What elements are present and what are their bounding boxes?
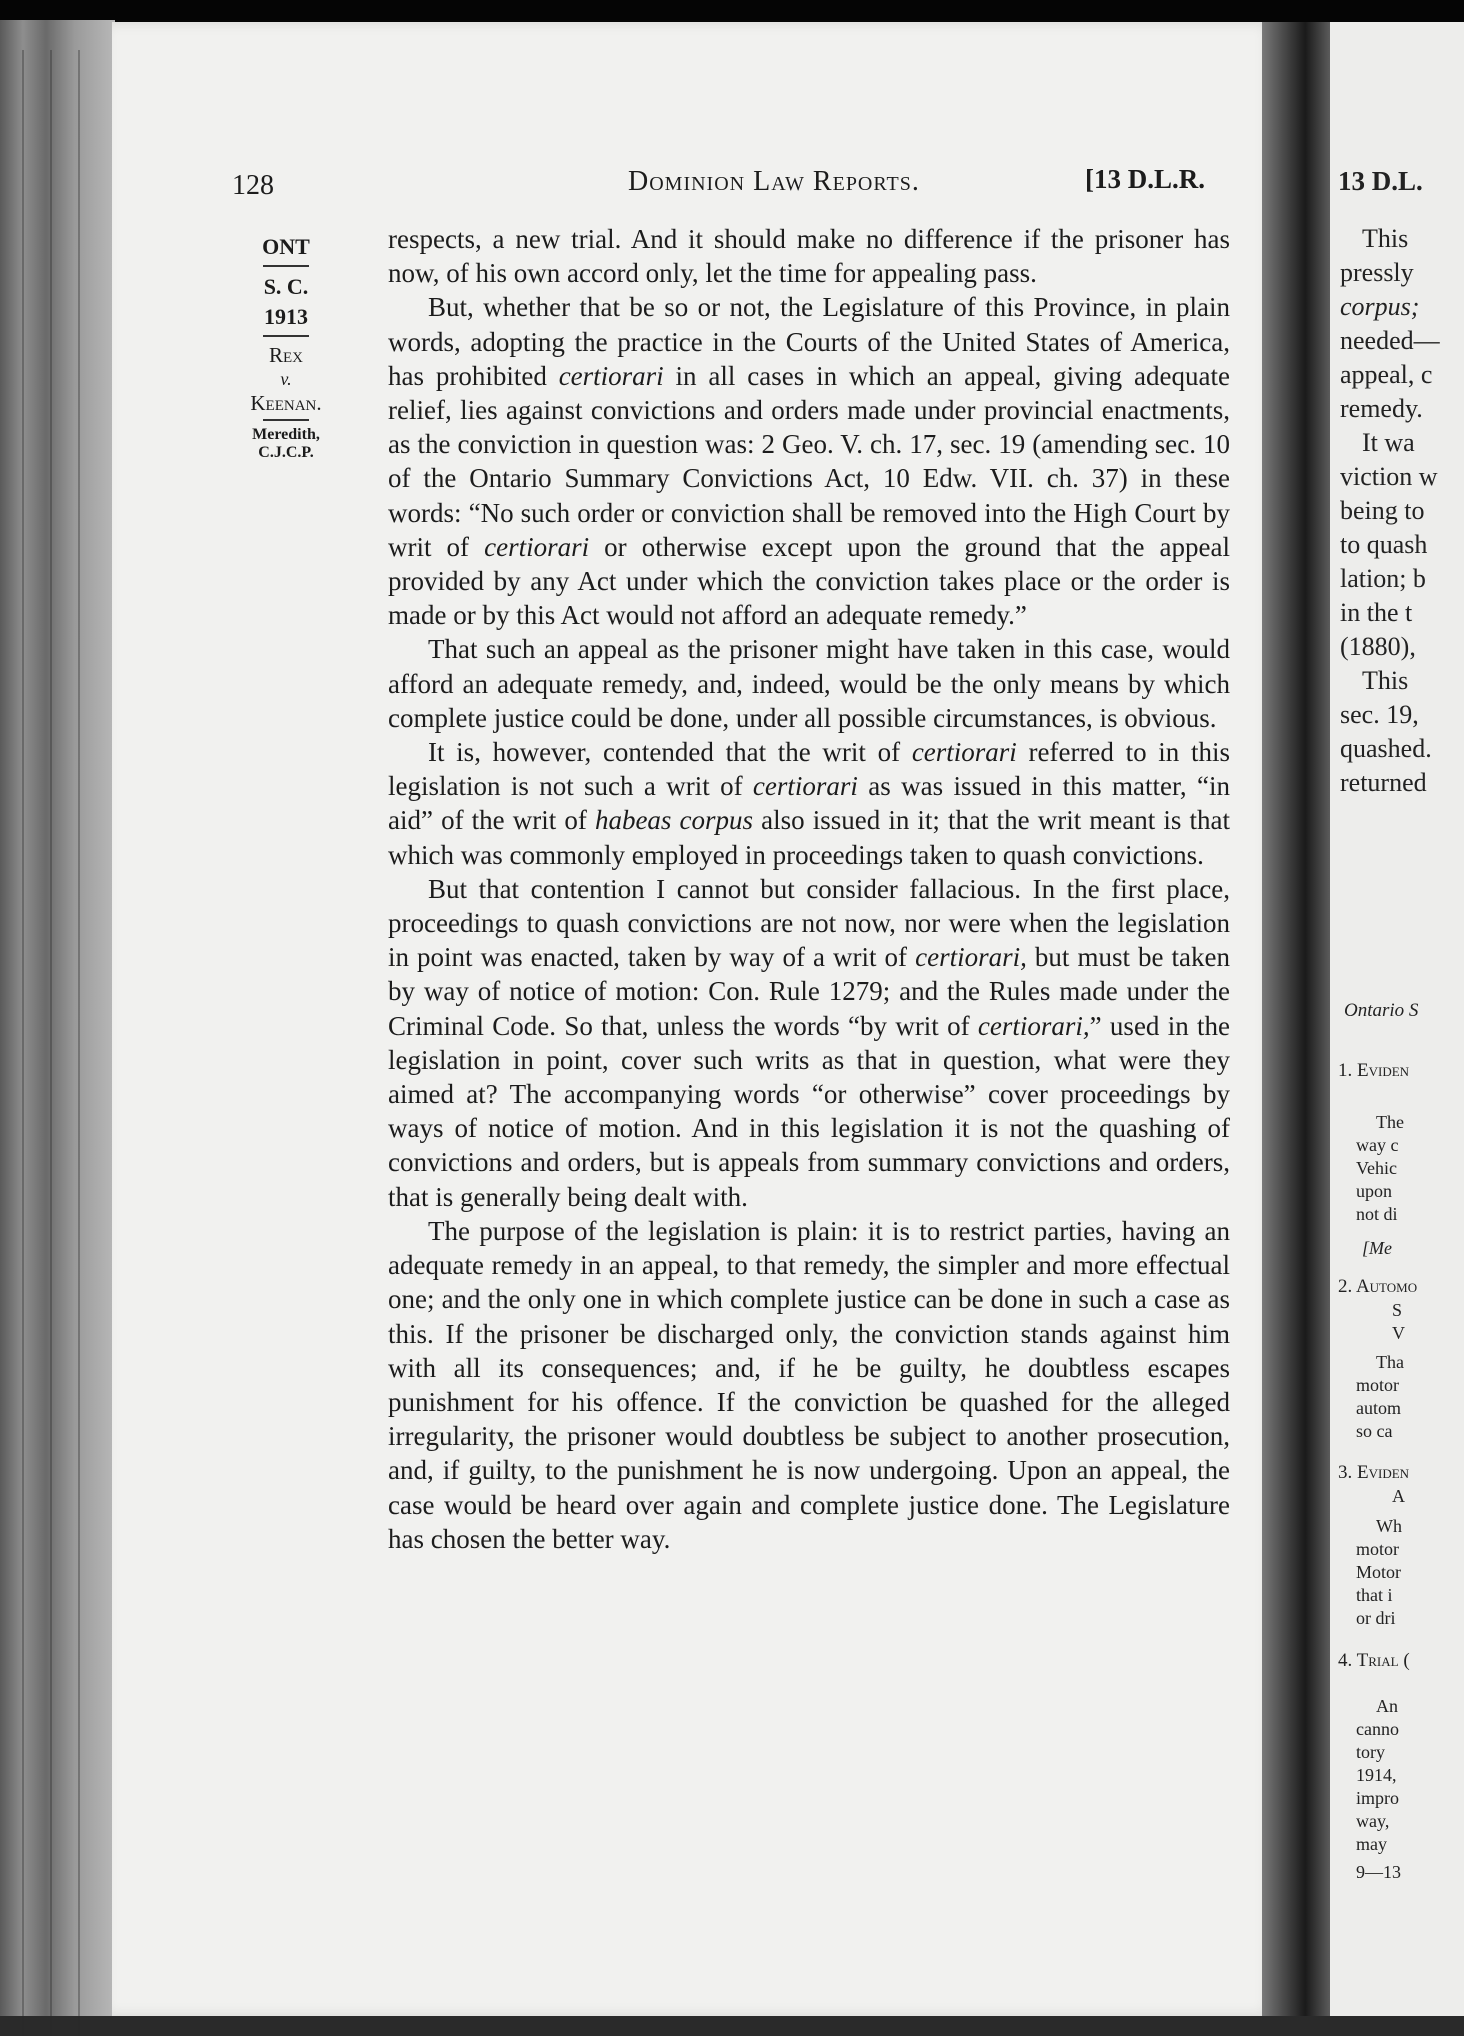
case-versus: v.: [280, 369, 292, 389]
right-line: It wa: [1362, 428, 1415, 457]
headnote-line: autom: [1356, 1398, 1401, 1418]
right-line: pressly: [1340, 258, 1414, 287]
margin-rule: [263, 265, 309, 267]
right-page-header: 13 D.L.: [1338, 166, 1423, 196]
headnote-line: impro: [1356, 1788, 1399, 1808]
right-line: (1880),: [1340, 632, 1416, 661]
paragraph: It is, however, contended that the writ of certiorari referred to in this legislation is not such a writ of certiorari as was issued in this matter, “in aid” of the writ of habeas corpus also issued in it; that the writ meant is that which was commonly employed in proceedings taken to quash convictions.: [388, 737, 1230, 870]
headnote: 1. Eviden: [1338, 1060, 1410, 1081]
headnote-line: An: [1376, 1696, 1398, 1716]
right-line: viction w: [1340, 462, 1438, 491]
headnote-line: Motor: [1356, 1562, 1401, 1582]
headnote-line: that i: [1356, 1585, 1393, 1605]
headnote-line: so ca: [1356, 1421, 1393, 1441]
right-line: lation; b: [1340, 564, 1426, 593]
headnote-line: [Me: [1362, 1238, 1392, 1258]
spine-crease: [50, 50, 52, 2036]
paragraph: That such an appeal as the prisoner might have taken in this case, would afford an adequate remedy, and, indeed, would be the only means by which complete justice could be done, under all possible circumstances, is obvious.: [388, 634, 1230, 733]
headnote-line: V: [1392, 1323, 1405, 1343]
right-section-title: Ontario S: [1344, 1000, 1419, 1021]
right-line: sec. 19,: [1340, 700, 1419, 729]
right-line: being to: [1340, 496, 1425, 525]
right-line: remedy.: [1340, 394, 1423, 423]
margin-note: [236, 232, 336, 462]
headnote-line: may: [1356, 1834, 1387, 1854]
headnote-line: A: [1392, 1486, 1405, 1506]
headnote-line: Tha: [1376, 1352, 1404, 1372]
court-abbrev: ONT: [262, 234, 310, 259]
court-division: S. C.: [263, 274, 309, 299]
signature-mark: 9—13: [1356, 1862, 1401, 1882]
volume-reference: [13 D.L.R.: [1085, 164, 1205, 194]
headnote-line: Wh: [1376, 1516, 1402, 1536]
headnote-line: or dri: [1356, 1608, 1396, 1628]
headnote-line: upon: [1356, 1181, 1392, 1201]
spine-crease: [78, 50, 80, 2036]
right-line: needed—: [1340, 326, 1440, 355]
headnote-line: 1914,: [1356, 1765, 1397, 1785]
right-line: to quash: [1340, 530, 1428, 559]
headnote-line: Vehic: [1356, 1158, 1397, 1178]
judgment-text: [388, 222, 1230, 1556]
right-page: [1330, 22, 1464, 2016]
margin-rule: [263, 419, 309, 421]
paragraph: The purpose of the legislation is plain: it is to restrict parties, having an adequate remedy in an appeal, to that remedy, the simpler and more effectual one; and the only one in which complete justice can be done in such a case as this. If the prisoner be discharged only, the conviction stands against him with all its consequences; and, if he be guilty, he doubtless escapes punishment for his offence. If the conviction be quashed for the alleged irregularity, the prisoner would doubtless be subject to another prosecution, and, if guilty, to the punishment he is now undergoing. Upon an appeal, the case would be heard over again and complete justice done. The Legislature has chosen the better way.: [388, 1215, 1230, 1554]
judge-name: Meredith,: [252, 426, 320, 443]
judge-title: C.J.C.P.: [258, 444, 314, 461]
running-title: Dominion Law Reports.: [628, 166, 920, 197]
margin-rule: [263, 335, 309, 337]
headnote-line: way c: [1356, 1135, 1399, 1155]
headnote-line: way,: [1356, 1811, 1390, 1831]
case-party-1: Rex: [268, 343, 303, 367]
case-year: 1913: [264, 304, 308, 329]
page-number: 128: [232, 170, 274, 201]
case-party-2: Keenan.: [250, 391, 322, 415]
headnote-line: canno: [1356, 1719, 1399, 1739]
book-gutter: [1262, 22, 1334, 2016]
paragraph: respects, a new trial. And it should make no difference if the prisoner has now, of his own accord only, let the time for appealing pass.: [388, 224, 1230, 289]
headnote: 4. Trial (: [1338, 1650, 1410, 1671]
headnote-line: tory: [1356, 1742, 1385, 1762]
right-line: in the t: [1340, 598, 1413, 627]
headnote-line: not di: [1356, 1204, 1398, 1224]
right-line: corpus;: [1340, 292, 1420, 321]
headnote: 2. Automo: [1338, 1276, 1418, 1297]
paragraph: But, whether that be so or not, the Legislature of this Province, in plain words, adopting the practice in the Courts of the United States of America, has prohibited certiorari in all cases in which an appeal, giving adequate relief, lies against convictions and orders made under provincial enactments, as the conviction in question was: 2 Geo. V. ch. 17, sec. 19 (amending sec. 10 of the Ontario Summary Convictions Act, 10 Edw. VII. ch. 37) in these words: “No such order or conviction shall be removed into the High Court by writ of certiorari or otherwise except upon the ground that the appeal provided by any Act under which the conviction takes place or the order is made or by this Act would not afford an adequate remedy.”: [388, 292, 1230, 631]
headnote: 3. Eviden: [1338, 1462, 1410, 1483]
headnote-line: The: [1376, 1112, 1404, 1132]
right-line: returned: [1340, 768, 1427, 797]
spine-crease: [22, 50, 24, 2036]
right-line: This: [1362, 666, 1409, 695]
right-line: quashed.: [1340, 734, 1432, 763]
headnote-line: motor: [1356, 1539, 1399, 1559]
book-spine-edge: [0, 20, 115, 2016]
headnote-line: S: [1392, 1300, 1403, 1320]
paragraph: But that contention I cannot but consider fallacious. In the first place, proceedings to quash convictions are not now, nor were when the legislation in point was enacted, taken by way of a writ of certiorari, but must be taken by way of notice of motion: Con. Rule 1279; and the Rules made under the Criminal Code. So that, unless the words “by writ of certiorari,” used in the legislation in point, cover such writs as that in question, what were they aimed at? The accompanying words “or otherwise” cover proceedings by ways of notice of motion. And in this legislation it is not the quashing of convictions and orders, but is appeals from summary convictions and orders, that is generally being dealt with.: [388, 873, 1231, 1212]
headnote-line: motor: [1356, 1375, 1399, 1395]
right-line: appeal, c: [1340, 360, 1433, 389]
right-line: This: [1362, 224, 1409, 253]
